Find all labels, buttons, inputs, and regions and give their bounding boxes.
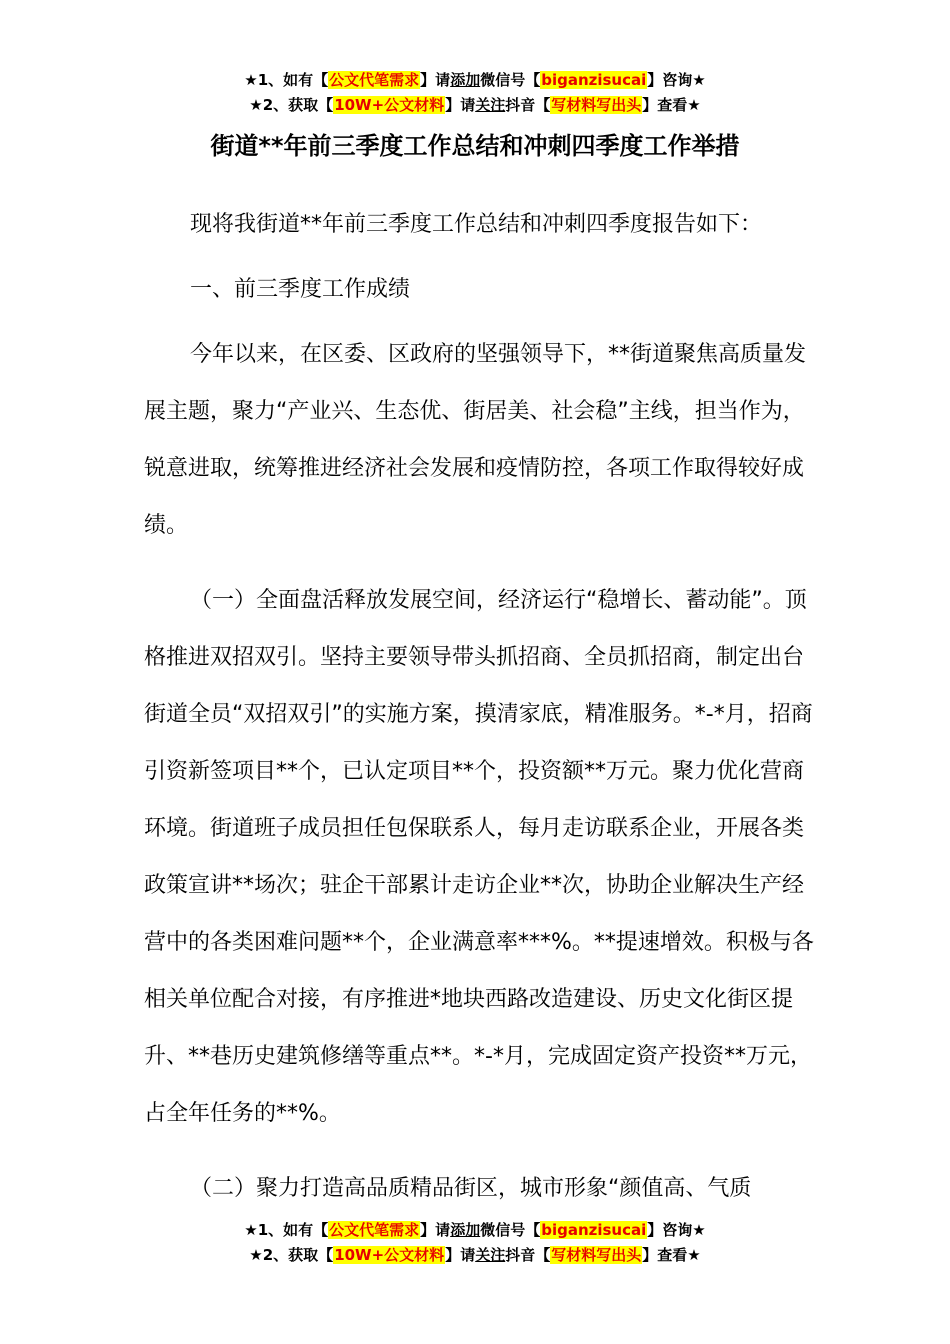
highlight-text: 10W+公文材料 xyxy=(334,96,445,114)
highlight-text: 写材料写出头 xyxy=(551,96,642,114)
highlight-text: biganzisucai xyxy=(541,71,647,89)
footer-banner xyxy=(0,1218,950,1268)
banner-line-2: ★2、获取【10W+公文材料】请关注抖音【写材料写出头】查看★ xyxy=(249,1246,701,1264)
highlight-text: 写材料写出头 xyxy=(551,1246,642,1264)
banner-line-1: ★1、如有【公文代笔需求】请添加微信号【biganzisucai】咨询★ xyxy=(244,71,706,89)
document-title: 街道**年前三季度工作总结和冲刺四季度工作举措 xyxy=(210,132,740,160)
highlight-text: 公文代笔需求 xyxy=(329,1221,420,1239)
body-paragraph: 今年以来，在区委、区政府的坚强领导下，**街道聚焦高质量发展主题，聚力“产业兴、生态优、街居美、社会稳”主线，担当作为，锐意进取，统筹推进经济社会发展和疫情防控，各项工作取得较好成绩。 xyxy=(144,342,807,538)
banner-line-1: ★1、如有【公文代笔需求】请添加微信号【biganzisucai】咨询★ xyxy=(244,1221,706,1239)
intro-paragraph: 现将我街道**年前三季度工作总结和冲刺四季度报告如下： xyxy=(190,212,763,237)
body-paragraph: （二）聚力打造高品质精品街区，城市形象“颜值高、气质 xyxy=(190,1176,752,1201)
header-banner xyxy=(0,68,950,118)
section-heading: 一、前三季度工作成绩 xyxy=(190,277,411,302)
banner-line-2: ★2、获取【10W+公文材料】请关注抖音【写材料写出头】查看★ xyxy=(249,96,701,114)
body-paragraph: （一）全面盘活释放发展空间，经济运行“稳增长、蓄动能”。顶格推进双招双引。坚持主要领导带头抓招商、全员抓招商，制定出台街道全员“双招双引”的实施方案，摸清家底，精准服务。*-*月，招商引资新签项目**个，已认定项目**个，投资额**万元。聚力优化营商环境。街道班子成员担任包保联系人，每月走访联系企业，开展各类政策宣讲**场次；驻企干部累计走访企业**次，协助企业解决生产经营中的各类困难问题**个，企业满意率***%。**提速增效。积极与各相关单位配合对接，有序推进*地块西路改造建设、历史文化街区提升、**巷历史建筑修缮等重点**。*-*月，完成固定资产投资**万元，占全年任务的**%。 xyxy=(144,588,814,1126)
highlight-text: biganzisucai xyxy=(541,1221,647,1239)
highlight-text: 10W+公文材料 xyxy=(334,1246,445,1264)
highlight-text: 公文代笔需求 xyxy=(329,71,420,89)
document-body xyxy=(144,196,816,1217)
